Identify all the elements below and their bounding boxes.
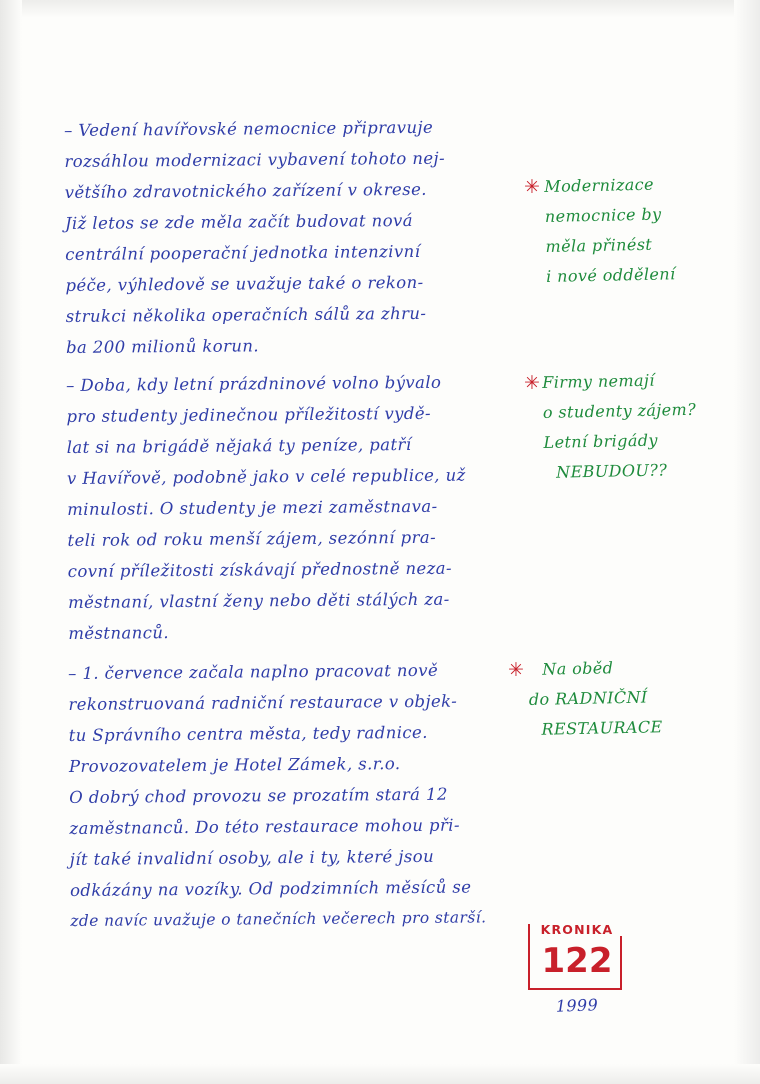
note-line: nemocnice by — [544, 204, 662, 226]
stamp-page-number: 122 — [541, 941, 613, 981]
page-edge-left — [0, 0, 22, 1084]
paragraph-line: v Havířově, podobně jako v celé republice, už — [66, 465, 466, 488]
paragraph-line: lat si na brigádě nějaká ty peníze, patří — [66, 434, 412, 457]
paragraph-line: teli rok od roku menší zájem, sezónní pra- — [67, 527, 437, 550]
paragraph-line: minulosti. O studenty je mezi zaměstnava- — [67, 496, 438, 519]
paragraph-line: rekonstruovaná radniční restaurace v objek- — [68, 691, 458, 714]
note-marker-star-icon: ✳ — [508, 659, 524, 681]
chronicle-stamp — [528, 924, 626, 1015]
note-line: i nové oddělení — [545, 264, 676, 286]
paragraph-line: ba 200 milionů korun. — [65, 336, 260, 357]
note-line: Modernizace — [544, 174, 655, 196]
paragraph-line: zaměstnanců. Do této restaurace mohou při- — [69, 815, 460, 838]
stamp-frame — [528, 924, 622, 990]
paragraph-line: péče, výhledově se uvažuje také o rekon- — [65, 272, 424, 295]
paragraph-line: tu Správního centra města, tedy radnice. — [68, 722, 428, 745]
stamp-year: 1999 — [555, 995, 599, 1016]
note-line: Na oběd — [542, 658, 614, 679]
paragraph-line: městnaní, vlastní ženy nebo děti stálých za- — [67, 589, 450, 612]
note-line: RESTAURACE — [541, 717, 663, 739]
paragraph-line: – 1. července začala naplno pracovat nově — [68, 660, 439, 683]
paragraph-line: Již letos se zde měla začít budovat nová — [64, 210, 414, 233]
note-line: Firmy nemají — [542, 370, 656, 392]
paragraph-line: O dobrý chod provozu se prozatím stará 12 — [69, 784, 448, 807]
paragraph-line: Provozovatelem je Hotel Zámek, s.r.o. — [68, 754, 401, 776]
note-marker-star-icon: ✳ — [524, 176, 540, 198]
paragraph-line: – Doba, kdy letní prázdninové volno bývalo — [66, 372, 442, 395]
paragraph-town-hall-restaurant — [68, 654, 540, 937]
margin-note-restaurant — [528, 650, 745, 744]
paragraph-student-summer-jobs — [66, 366, 523, 649]
paragraph-line: odkázány na vozíky. Od podzimních měsíců se — [69, 877, 472, 900]
paragraph-line: strukci několika operačních sálů za zhru- — [65, 303, 427, 326]
note-line: měla přinést — [545, 234, 653, 256]
paragraph-line: rozsáhlou modernizaci vybavení tohoto nej- — [64, 148, 446, 171]
paragraph-hospital-modernization — [64, 111, 521, 363]
paragraph-line: – Vedení havířovské nemocnice připravuje — [64, 117, 434, 140]
paragraph-line: jít také invalidní osoby, ale i ty, které jsou — [69, 846, 435, 869]
stamp-title: KRONIKA — [530, 923, 624, 936]
margin-note-student-jobs — [542, 363, 759, 487]
paragraph-line: pro studenty jedinečnou příležitostí vydě- — [66, 403, 432, 426]
paragraph-line: covní příležitosti získávají přednostně neza- — [67, 558, 453, 581]
note-line: o studenty zájem? — [542, 399, 697, 422]
note-marker-star-icon: ✳ — [524, 372, 540, 394]
note-line: NEBUDOU?? — [555, 460, 668, 482]
page-edge-bottom — [0, 1064, 760, 1084]
paragraph-line: centrální pooperační jednotka intenzivní — [65, 241, 421, 264]
paragraph-line: většího zdravotnického zařízení v okrese. — [64, 179, 427, 202]
page-edge-right — [734, 0, 760, 1084]
note-line: Letní brigády — [543, 430, 659, 452]
margin-note-modernization — [544, 167, 760, 291]
paragraph-line: zde navíc uvažuje o tanečních večerech pro starší. — [70, 908, 487, 930]
page-edge-top — [0, 0, 760, 18]
paragraph-line: městnanců. — [68, 623, 170, 643]
note-line: do RADNIČNÍ — [528, 687, 648, 709]
